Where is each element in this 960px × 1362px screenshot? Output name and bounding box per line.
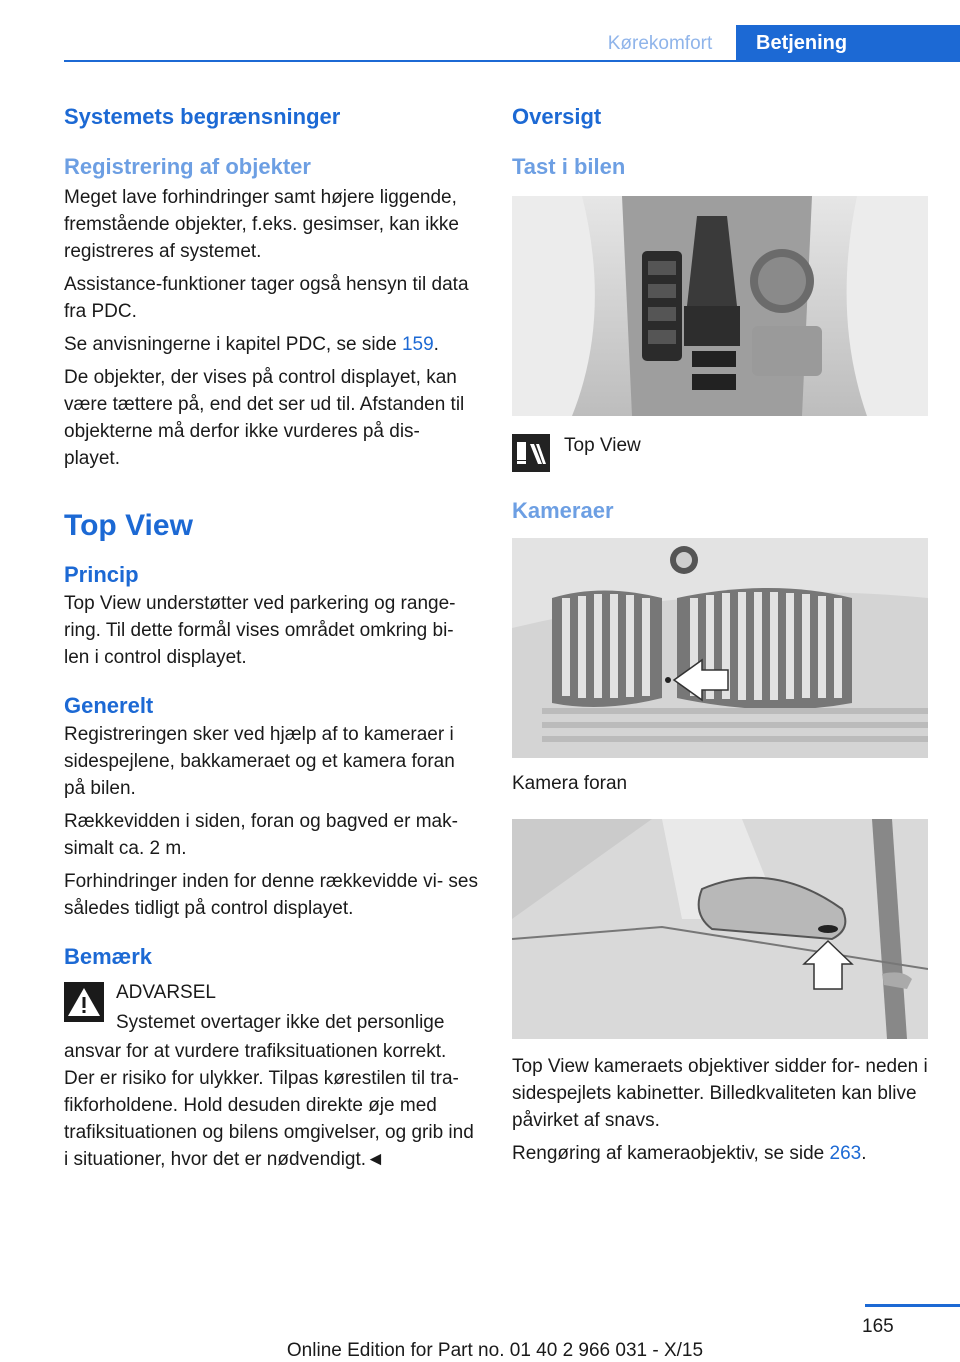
page-link-159[interactable]: 159 bbox=[401, 334, 434, 355]
footer-edition: Online Edition for Part no. 01 40 2 966 031 - X/15 bbox=[286, 1340, 704, 1361]
heading-tast-i-bilen: Tast i bilen bbox=[512, 154, 626, 179]
paragraph-pdc-ref bbox=[64, 331, 480, 358]
paragraph: Assistance-funktioner tager også hensyn til data fra PDC. bbox=[64, 274, 469, 322]
page-number-rule bbox=[865, 1304, 960, 1307]
text: . bbox=[433, 334, 439, 355]
paragraph: De objekter, der vises på control displayet, kan være tættere på, end det ser ud til. Afstanden til objekterne må derfor ikke vurderes på dis‐ playet. bbox=[64, 367, 465, 469]
paragraph-cleaning-ref bbox=[512, 1140, 928, 1167]
paragraph: Top View understøtter ved parkering og range‐ ring. Til dette formål vises området omkring bi‐ len i control displayet. bbox=[64, 593, 456, 668]
paragraph: Top View kameraets objektiver sidder for‐ neden i sidespejlets kabinetter. Billedkvaliteten kan blive påvirket af snavs. bbox=[512, 1056, 928, 1131]
caption-front-camera: Kamera foran bbox=[512, 773, 628, 794]
warning-text-first-line: Systemet overtager ikke det personlige bbox=[116, 1012, 445, 1033]
warning-title: ADVARSEL bbox=[116, 982, 216, 1003]
heading-princip: Princip bbox=[64, 562, 139, 587]
left-column bbox=[64, 100, 480, 1173]
tab-betjening[interactable]: Betjening bbox=[736, 25, 960, 62]
front-camera-photo bbox=[512, 538, 928, 758]
page-number: 165 bbox=[862, 1316, 894, 1337]
top-view-button-row bbox=[512, 434, 928, 478]
side-mirror-camera-photo bbox=[512, 819, 928, 1039]
heading-oversigt: Oversigt bbox=[512, 104, 602, 129]
heading-limits: Systemets begrænsninger bbox=[64, 104, 341, 129]
text: Rengøring af kameraobjektiv, se side bbox=[512, 1143, 830, 1164]
page-link-263[interactable]: 263 bbox=[829, 1143, 862, 1164]
heading-kameraer: Kameraer bbox=[512, 498, 614, 523]
text: . bbox=[861, 1143, 867, 1164]
warning-text: ansvar for at vurdere trafiksituationen korrekt. Der er risiko for ulykker. Tilpas kørestilen til tra‐ fikforholdene. Hold desuden direkte øje med trafiksituationen og bilens omgivelser, og grib ind i situationer, hvor det er nødvendigt.◄ bbox=[64, 1041, 474, 1170]
paragraph: Registreringen sker ved hjælp af to kameraer i sidespejlene, bakkameraet og et kamera foran på bilen. bbox=[64, 724, 455, 799]
heading-generelt: Generelt bbox=[64, 693, 154, 718]
paragraph: Meget lave forhindringer samt højere liggende, fremstående objekter, f.eks. gesimser, kan ikke registreres af systemet. bbox=[64, 187, 459, 262]
paragraph: Forhindringer inden for denne rækkevidde vi‐ ses således tidligt på control displayet. bbox=[64, 871, 478, 919]
top-view-button-label: Top View bbox=[564, 435, 641, 456]
top-view-button-icon[interactable] bbox=[512, 434, 550, 472]
heading-top-view: Top View bbox=[64, 509, 193, 542]
header-rule bbox=[64, 60, 960, 62]
right-column bbox=[512, 100, 928, 1167]
paragraph: Rækkevidden i siden, foran og bagved er mak‐ simalt ca. 2 m. bbox=[64, 811, 458, 859]
text: Se anvisningerne i kapitel PDC, se side bbox=[64, 334, 402, 355]
warning-icon bbox=[64, 982, 104, 1022]
tab-korekomfort[interactable]: Kørekomfort bbox=[607, 33, 713, 54]
heading-registration: Registrering af objekter bbox=[64, 154, 311, 179]
heading-bemaerk: Bemærk bbox=[64, 944, 153, 969]
warning-block bbox=[64, 978, 480, 1173]
center-console-photo bbox=[512, 196, 928, 416]
